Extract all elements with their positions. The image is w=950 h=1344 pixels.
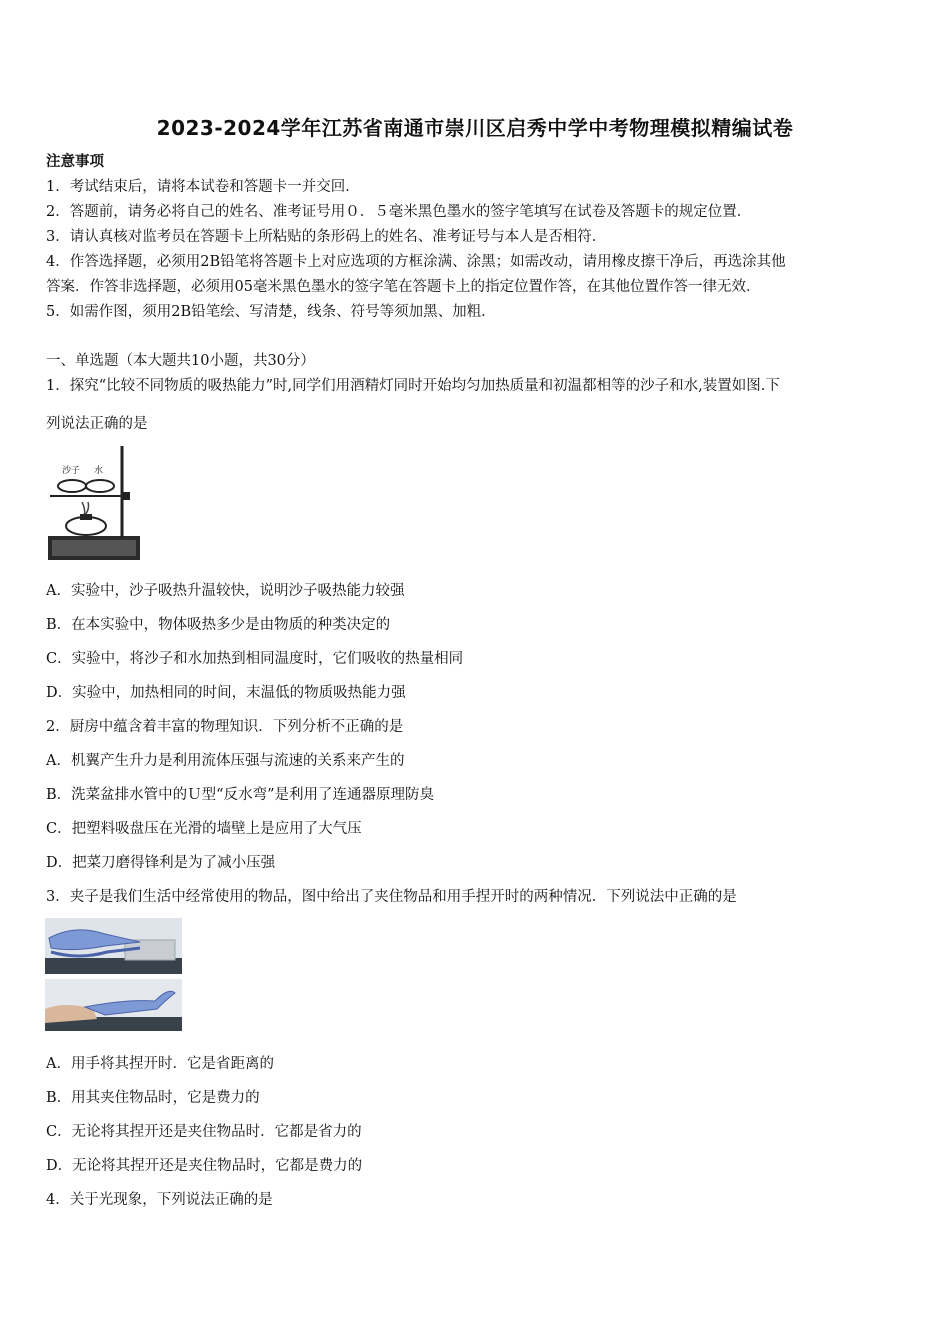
notice-item: 5．如需作图，须用2B铅笔绘、写清楚，线条、符号等须加黑、加粗． xyxy=(46,304,496,320)
notice-heading: 注意事项 xyxy=(46,153,104,170)
q1-option-a: A．实验中，沙子吸热升温较快，说明沙子吸热能力较强 xyxy=(46,583,405,599)
clamp-knob xyxy=(122,492,130,500)
lamp-neck xyxy=(80,514,92,520)
notice-item: 答案．作答非选择题，必须用05毫米黑色墨水的签字笔在答题卡上的指定位置作答，在其他位置作答一律无效． xyxy=(46,279,761,295)
notice-item: 4．作答选择题，必须用2B铅笔将答题卡上对应选项的方框涂满、涂黑；如需改动，请用橡皮擦干净后，再选涂其他 xyxy=(46,254,786,270)
flame-icon xyxy=(82,502,89,516)
question-1-stem-cont: 列说法正确的是 xyxy=(46,416,148,432)
question-3-stem: 3．夹子是我们生活中经常使用的物品，图中给出了夹住物品和用手捏开时的两种情况．下列说法中正确的是 xyxy=(46,889,737,905)
clip-holding-photo xyxy=(45,918,182,974)
water-label: 水 xyxy=(94,466,104,476)
heating-apparatus-figure xyxy=(44,444,144,564)
question-2-stem: 2．厨房中蕴含着丰富的物理知识．下列分析不正确的是 xyxy=(46,719,404,735)
sand-label: 沙子 xyxy=(62,466,81,476)
q2-option-c: C．把塑料吸盘压在光滑的墙壁上是应用了大气压 xyxy=(46,821,362,837)
question-4-stem: 4．关于光现象，下列说法正确的是 xyxy=(46,1192,273,1208)
q2-option-d: D．把菜刀磨得锋利是为了减小压强 xyxy=(46,855,276,871)
apparatus-base-top xyxy=(52,540,136,556)
notice-item: 1．考试结束后，请将本试卷和答题卡一并交回． xyxy=(46,179,360,195)
q1-option-b: B．在本实验中，物体吸热多少是由物质的种类决定的 xyxy=(46,617,391,633)
q2-option-b: B．洗菜盆排水管中的Ｕ型“反水弯”是利用了连通器原理防臭 xyxy=(46,787,434,803)
q3-option-b: B．用其夹住物品时，它是费力的 xyxy=(46,1090,260,1106)
sand-dish xyxy=(58,480,86,492)
q3-option-c: C．无论将其捏开还是夹住物品时．它都是省力的 xyxy=(46,1124,362,1140)
notice-item: 2．答题前，请务必将自己的姓名、准考证号用０．５毫米黑色墨水的签字笔填写在试卷及答题卡的规定位置． xyxy=(46,204,752,220)
clip-squeezed-photo xyxy=(45,979,182,1031)
section-heading: 一、单选题（本大题共10小题，共30分） xyxy=(46,353,315,369)
q2-option-a: A．机翼产生升力是利用流体压强与流速的关系来产生的 xyxy=(46,753,405,769)
notice-item: 3．请认真核对监考员在答题卡上所粘贴的条形码上的姓名、准考证号与本人是否相符． xyxy=(46,229,607,245)
q1-option-c: C．实验中，将沙子和水加热到相同温度时，它们吸收的热量相同 xyxy=(46,651,464,667)
q1-option-d: D．实验中，加热相同的时间，末温低的物质吸热能力强 xyxy=(46,685,406,701)
water-dish xyxy=(86,480,114,492)
page-title: 2023-2024学年江苏省南通市崇川区启秀中学中考物理模拟精编试卷 xyxy=(156,116,794,140)
q3-option-d: D．无论将其捏开还是夹住物品时，它都是费力的 xyxy=(46,1158,363,1174)
q3-option-a: A．用手将其捏开时．它是省距离的 xyxy=(46,1056,274,1072)
question-1-stem: 1．探究“比较不同物质的吸热能力”时,同学们用酒精灯同时开始均匀加热质量和初温都相等的沙子和水,装置如图.下 xyxy=(46,378,780,394)
